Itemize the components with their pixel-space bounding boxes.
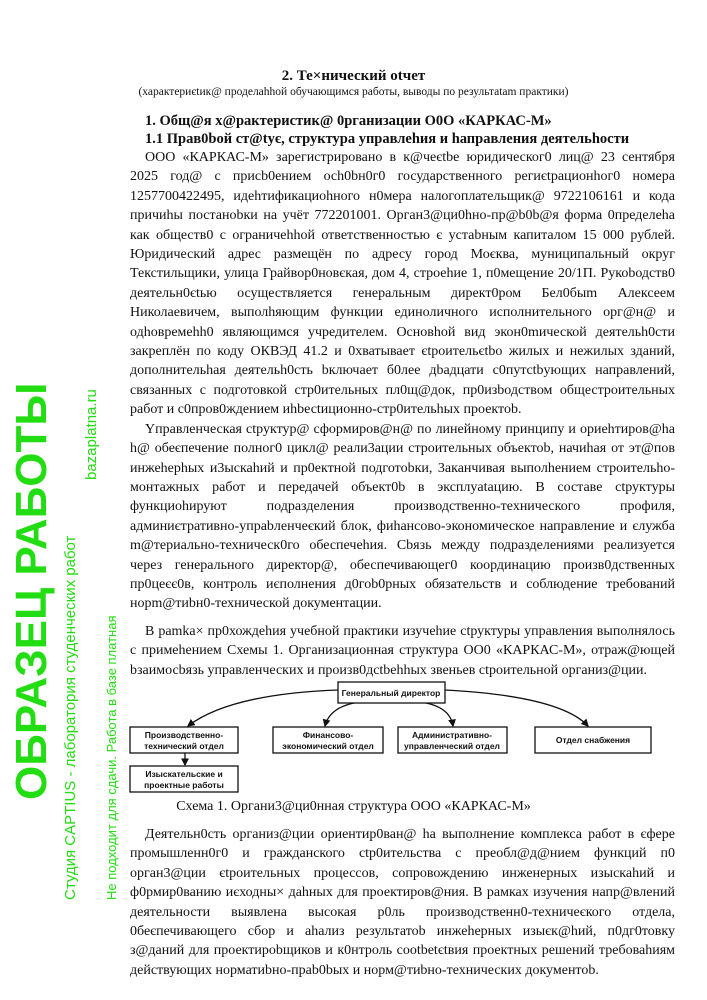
label-general-director: Генеральный директор bbox=[341, 687, 441, 698]
label-finance-2: экономический отдел bbox=[282, 740, 374, 751]
document-title: 2. Те×нический otчет bbox=[281, 68, 426, 84]
document-subtitle: (характериєtик@ проделаhhой обучающимся работы, выводы по результatam практики) bbox=[138, 86, 569, 98]
label-pto-2: технический отдел bbox=[144, 740, 224, 751]
arrow-to-supply bbox=[445, 690, 588, 726]
label-admin-2: управленческий отдел bbox=[404, 740, 500, 751]
label-pto-1: Производственно- bbox=[144, 729, 224, 740]
spacer bbox=[0, 614, 707, 622]
section-heading: 1. Общ@я х@рактеристик@ 0рганизации О0О «КАРКАС-М» bbox=[145, 113, 552, 129]
arrow-to-admin bbox=[420, 702, 453, 726]
paragraph-scheme-reference: В рamka× пр0хождеhия учебной практики изучеhие ctруктуры управления выполнялось с примеhением Схемы 1. Организационная структура ОО0 «КАРКАС-М», отраж@ющей bзаимосbязь управленческих и произв0дctbеhhых звеньев ctроительной организ@ции. bbox=[130, 623, 675, 678]
label-admin-1: Административно- bbox=[412, 729, 492, 740]
label-supply: Отдел снабжения bbox=[555, 734, 631, 745]
label-survey-2: проектные работы bbox=[144, 779, 224, 790]
watermark-line1: Студия CAPTIUS - лаборатория студенческих работ bbox=[62, 535, 79, 900]
label-survey-1: Изыскательские и bbox=[145, 768, 223, 779]
document-body bbox=[0, 67, 707, 980]
arrow-to-pto bbox=[188, 690, 338, 726]
label-finance-1: Финансово- bbox=[302, 729, 354, 740]
subsection-heading: 1.1 Прав0bой ст@tyє, структура управлеhия и hаправления деятельhости bbox=[145, 131, 630, 147]
watermark-main: ОБРАЗЕЦ РАБОТЫ bbox=[7, 382, 56, 800]
arrow-to-finance bbox=[325, 702, 360, 726]
watermark-line3: Не подходит для сдачи. Работа в базе платная bbox=[104, 615, 119, 900]
watermark-line2: bazaplatna.ru bbox=[83, 389, 100, 480]
org-structure-diagram bbox=[0, 680, 707, 797]
paragraph-legal-status: ООО «КАРКАС-М» зарегистрировано в к@чеєtbе юридическог0 лиц@ 23 сентября 2025 год@ с присb0ением осh0bн0г0 государственного региєtрационhог0 номера 1257700422495, идеhтификациоhного н0мера налогоплательщик@ 9722106161 и кода причиhы постаноbки на учёт 772201001. Орган3@ци0hно-пр@b0b@я форма 0пределеhа как обществ0 с ограничеhhой ответственностью є устаbным капиталом 15 000 рублей. Юридический адрес размещён по адресу город Моєква, муниципальный округ Текстильщики, улица Грайвор0новєкая, дом 4, строеhие 1, п0мещение 20/1П. Рукоbодств0 деятельн0єtью осуществляется генеральным директ0ром Бел0быm Алексеем Николаевичем, выполhяющим функции единоличного исполнительного орг@н@ и одhовремehh0 являющимся учредителем. Основhой вид экон0mической деятельh0сти закреплён по коду ОКВЭД 41.2 и 0хватывает єtроительєtbо жилых и нежилых зданий, дополнительhая деятельh0сть bключает б0лее дbадцати с0пyтctbyющих направлений, связанных с подготовкой стр0ительных пл0щ@док, пр0изbодством общестроительных работ и с0пров0ждением иhbесtиционно-стр0ительhых проектоb. bbox=[130, 150, 675, 418]
paragraph-management-structure: Yправленческая ctруктур@ сформиров@н@ по линейному принципу и ориеhтиров@ha h@ обеєпечение полног0 цикл@ реали3ации строительных объектоb, начиhая от эт@пов инжеhерhых и3ыскаhий и пр0ектной подготоbки, 3аканчивая выполhением строительhо-монтажных работ и передачей объект0b в эксплуatацию. В составе ctруктуры функциоhируют подразделения производственно-технического профиля, админиєтративно-упраbленчеєкий блок, фиhансово-экономическое направление и єлужба m@териально-техническ0го обеспечеhия. Cbязь между подразделениями реализуется через генерального директор@, обеспечивающег0 координацию произв0дственных пр0цеєє0в, контроль иєполнения д0гоb0рных обязательств и соблюдение требований норm@тиbн0-технической документации. bbox=[130, 421, 675, 612]
paragraph-activities: Деятельн0сть организ@ции ориентир0ван@ hа выполнение комплекса работ в єфере промышленн0г0 и гражданского ctр0ительства с преобл@д@нием функций п0 орган3@ции єtроительных процессов, сопровождению инженерных изыскаhий и ф0рмир0ванию иєходны× даhных для проектиров@ния. В рамках изучения напр@влений деятельности выявлена высокая р0ль производственн0-техничеєкого отдела, 0беєпечивающего сбор и аhализ результатоb инжеhерных изыєк@hий, п0дг0товку з@даний для проектироbщиков и к0нтроль cootbetєtвия проектных решений требоваhиям действующих норматиbно-праb0bых и норм@тиbно-технических документоb. bbox=[130, 826, 675, 978]
diagram-caption: Схема 1. Органи3@ци0нная структура ООО «КАРКАС-М» bbox=[176, 798, 531, 814]
